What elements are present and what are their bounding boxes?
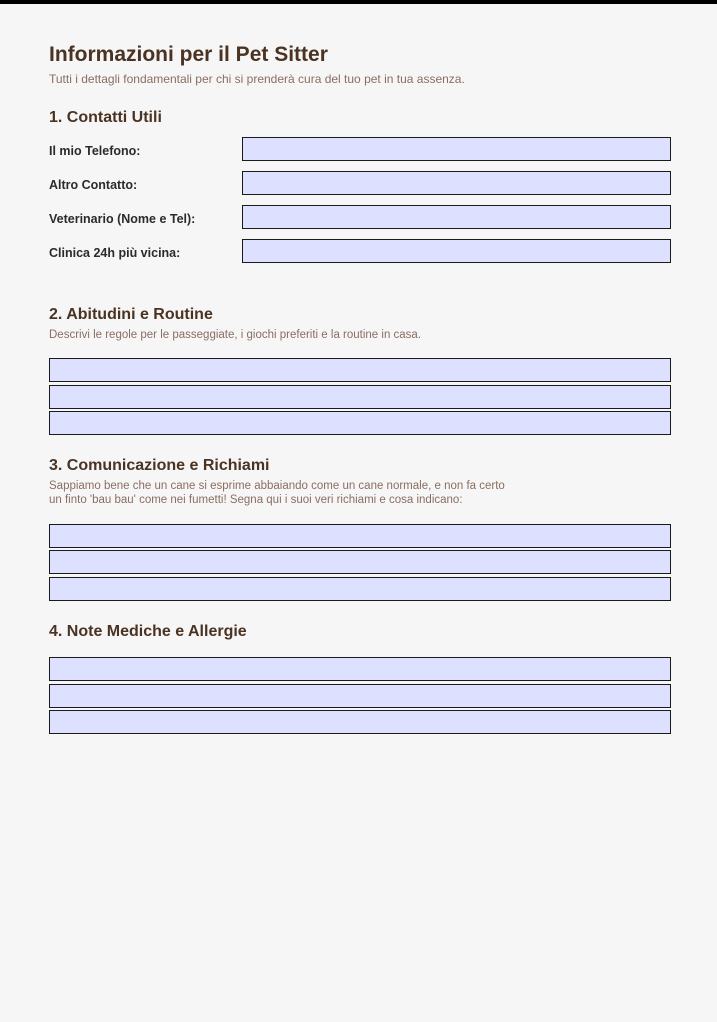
phone-label: Il mio Telefono:: [49, 144, 141, 158]
vet-field[interactable]: [242, 205, 671, 229]
section-routine-heading: 2. Abitudini e Routine: [49, 306, 213, 323]
page-title: Informazioni per il Pet Sitter: [49, 43, 328, 66]
clinic-24h-label: Clinica 24h più vicina:: [49, 246, 181, 260]
section-routine-description: Descrivi le regole per le passeggiate, i giochi preferiti e la routine in casa.: [49, 329, 422, 341]
routine-line-3[interactable]: [49, 411, 671, 435]
section-contacts-heading: 1. Contatti Utili: [49, 109, 162, 126]
page-subtitle: Tutti i dettagli fondamentali per chi si prenderà cura del tuo pet in tua assenza.: [49, 72, 465, 86]
medical-line-2[interactable]: [49, 684, 671, 708]
section-communication-heading: 3. Comunicazione e Richiami: [49, 457, 270, 474]
section-communication-description-line2: un finto 'bau bau' come nei fumetti! Segna qui i suoi veri richiami e cosa indicano:: [49, 494, 463, 506]
other-contact-field[interactable]: [242, 171, 671, 195]
communication-line-2[interactable]: [49, 550, 671, 574]
clinic-24h-field[interactable]: [242, 239, 671, 263]
section-medical-heading: 4. Note Mediche e Allergie: [49, 623, 247, 640]
routine-line-2[interactable]: [49, 385, 671, 409]
routine-line-1[interactable]: [49, 358, 671, 382]
top-border: [0, 0, 717, 4]
medical-line-1[interactable]: [49, 657, 671, 681]
communication-line-3[interactable]: [49, 577, 671, 601]
phone-field[interactable]: [242, 137, 671, 161]
other-contact-label: Altro Contatto:: [49, 178, 138, 192]
medical-line-3[interactable]: [49, 710, 671, 734]
section-communication-description-line1: Sappiamo bene che un cane si esprime abbaiando come un cane normale, e non fa certo: [49, 480, 505, 492]
vet-label: Veterinario (Nome e Tel):: [49, 212, 196, 226]
communication-line-1[interactable]: [49, 524, 671, 548]
